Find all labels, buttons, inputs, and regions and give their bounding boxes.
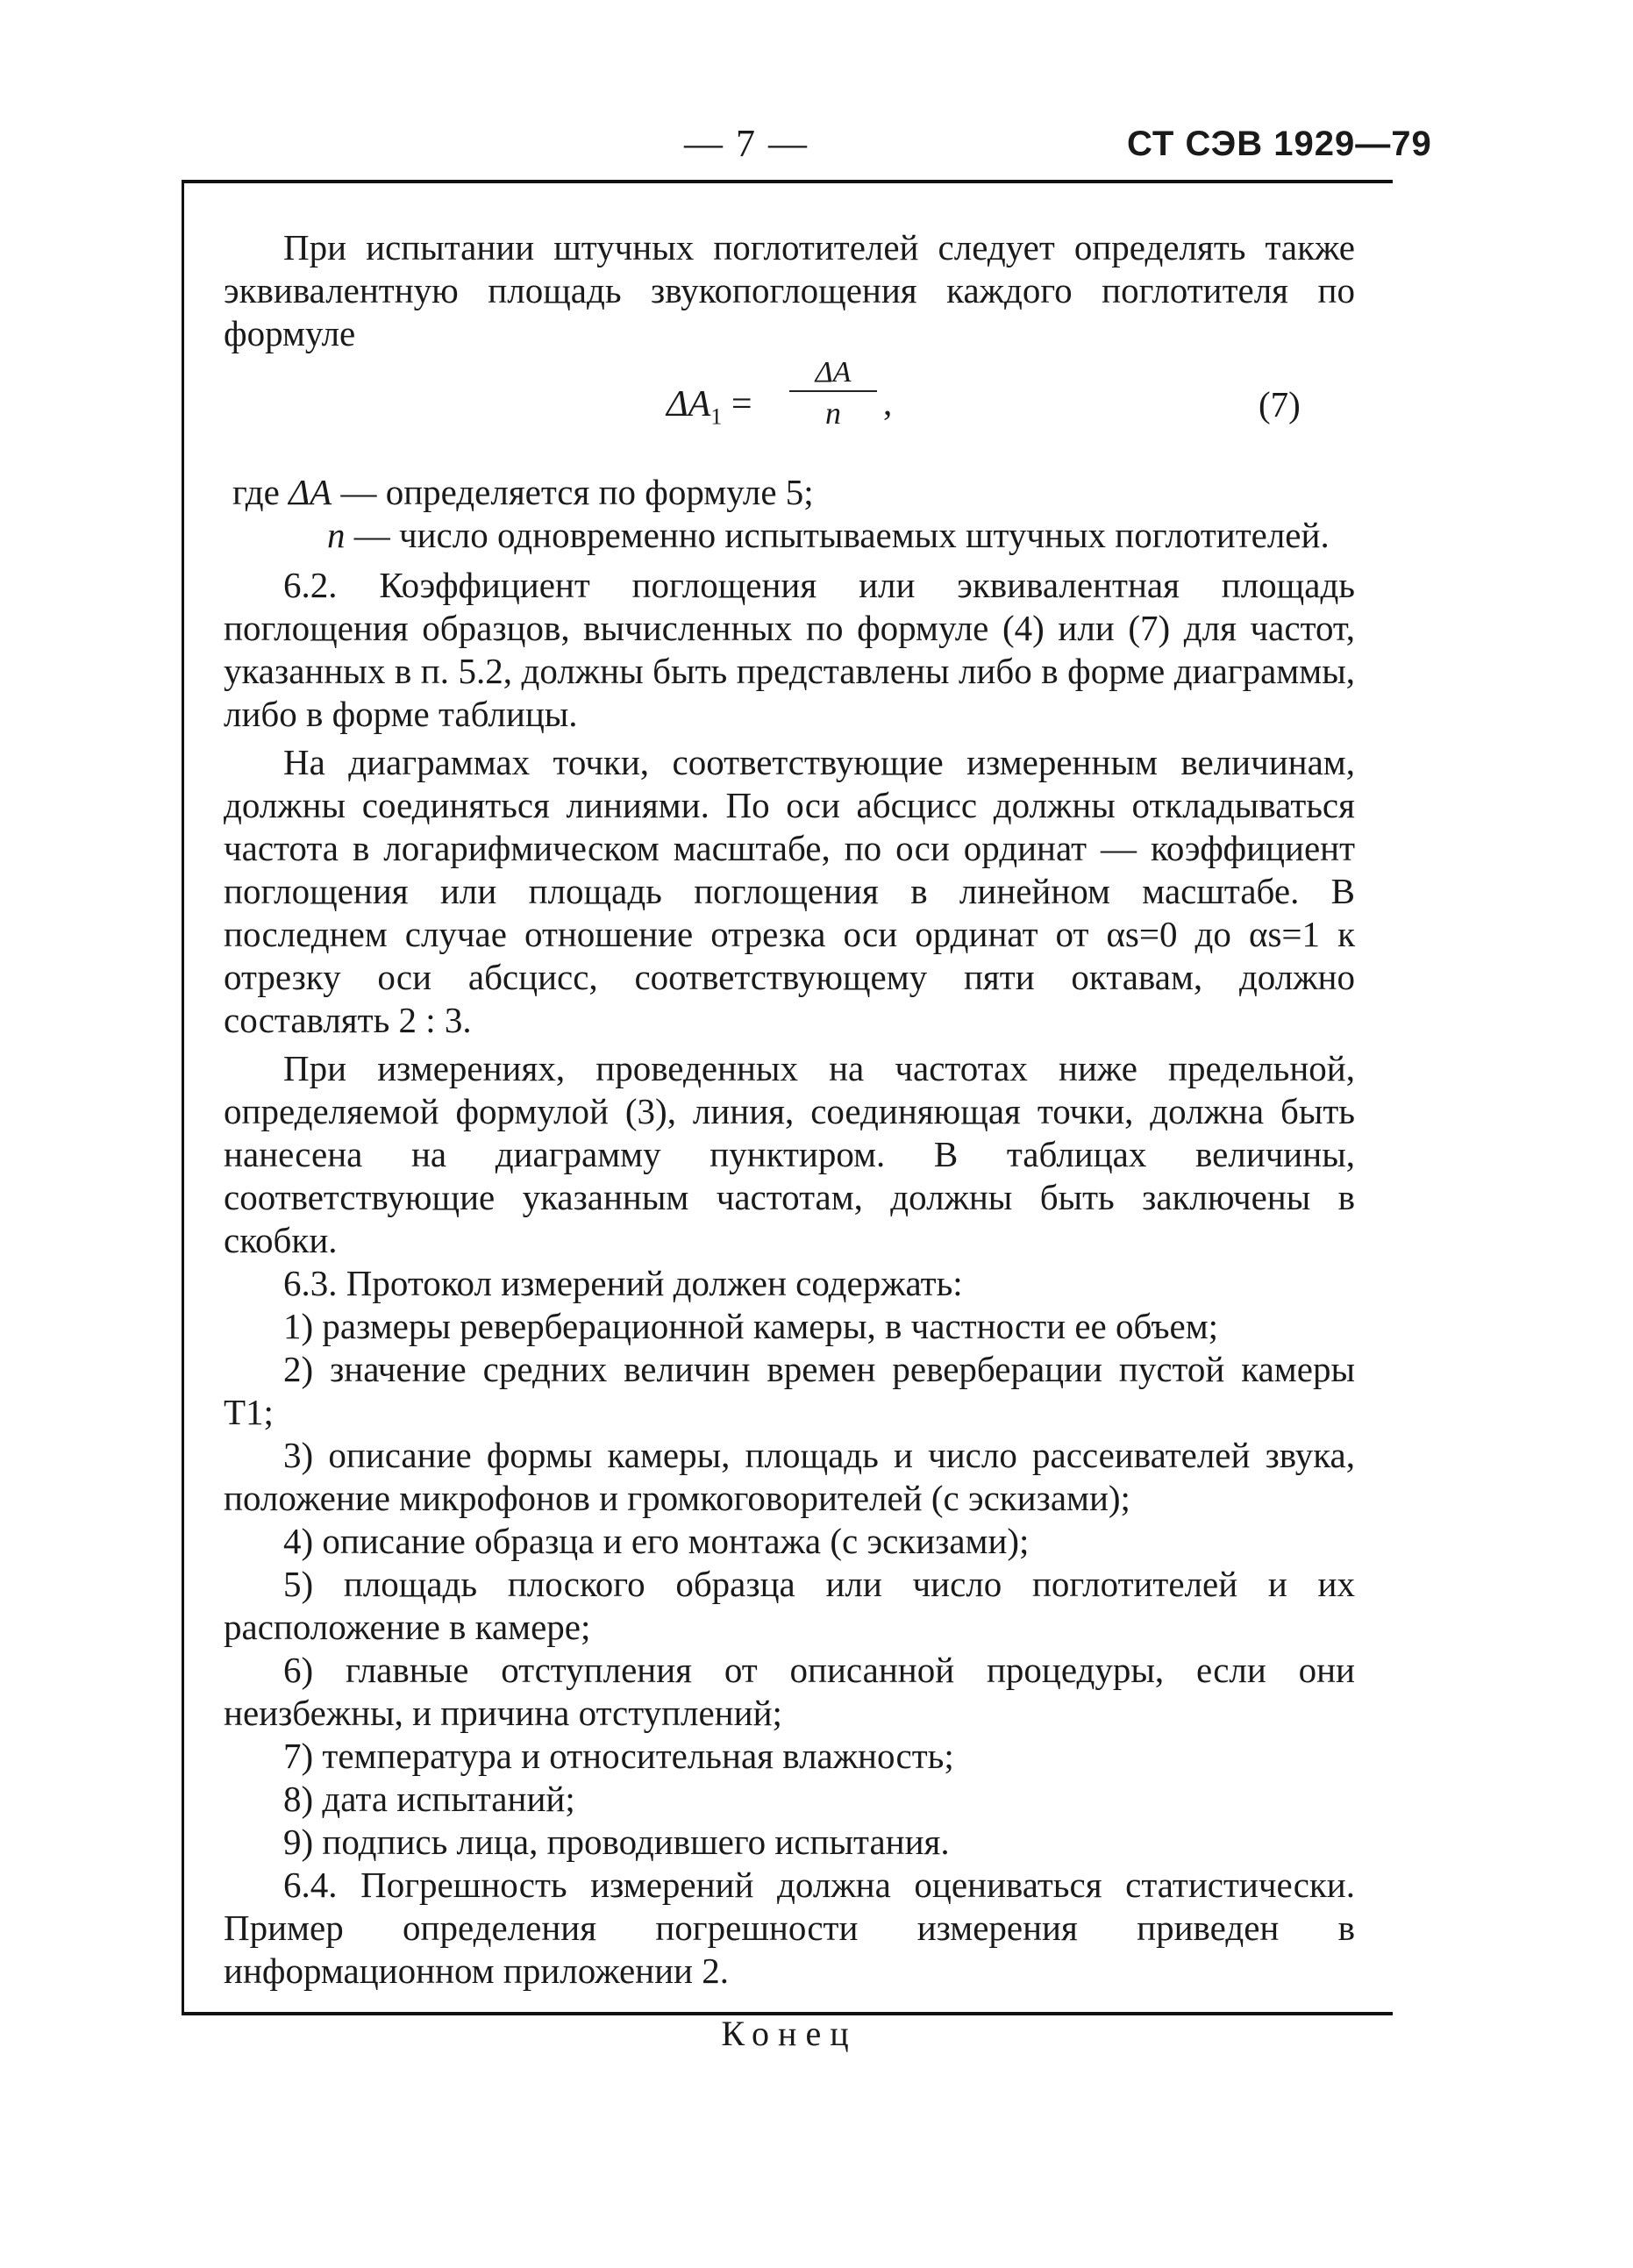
paragraph-diagrams: На диаграммах точки, соответствующие измеренным величинам, должны соединяться линиями. По оси абсцисс должны откладываться частота в логарифмическом масштабе, по оси ординат — коэффициент поглощения или площадь поглощения в линейном масштабе. В последнем случае отношение отрезка оси ординат от αs=0 до αs=1 к отрезку оси абсцисс, соответствующему пяти октавам, должно составлять 2 : 3.	[224, 742, 1355, 1040]
formula-7	[224, 355, 1355, 471]
section-6-4: 6.4. Погрешность измерений должна оцениваться статистически. Пример определения погрешности измерения приведен в информационном приложении 2.	[224, 1865, 1355, 1991]
list-item: 5) площадь плоского образца или число поглотителей и их расположение в камере;	[224, 1564, 1355, 1647]
end-marker: Конец	[721, 2014, 858, 2053]
list-item: 4) описание образца и его монтажа (с эскизами);	[283, 1521, 1030, 1561]
list-item: 9) подпись лица, проводившего испытания.	[283, 1822, 950, 1862]
list-item: 8) дата испытаний;	[283, 1779, 575, 1819]
formula-lhs: $\Delta A_1$ =	[667, 384, 752, 430]
document-body	[224, 226, 1355, 2055]
formula-numerator: ΔA	[789, 355, 877, 392]
list-item: 1) размеры реверберационной камеры, в частности ее объем;	[283, 1306, 1219, 1346]
list-item: 6) главные отступления от описанной процедуры, если они неизбежны, и причина отступлений;	[224, 1650, 1355, 1733]
list-item: 7) температура и относительная влажность;	[283, 1736, 954, 1776]
where-n: n — число одновременно испытываемых штучных поглотителей.	[327, 515, 1330, 555]
paragraph-measurements: При измерениях, проведенных на частотах ниже предельной, определяемой формулой (3), линия, соединяющая точки, должна быть нанесена на диаграмму пунктиром. В таблицах величины, соответствующие указанным частотам, должны быть заключены в скобки.	[224, 1048, 1355, 1260]
list-item: 2) значение средних величин времен реверберации пустой камеры T1;	[224, 1349, 1355, 1432]
page-number: — 7 —	[684, 122, 809, 165]
formula-comma: ,	[883, 382, 893, 423]
list-item: 3) описание формы камеры, площадь и число рассеивателей звука, положение микрофонов и громкоговорителей (с эскизами);	[224, 1435, 1355, 1518]
formula-fraction	[789, 355, 877, 434]
formula-denominator: n	[825, 396, 841, 431]
paragraph-intro: При испытании штучных поглотителей следует определять также эквивалентную площадь звукопоглощения каждого поглотителя по формуле	[224, 227, 1355, 353]
standard-designation: СТ СЭВ 1929—79	[1127, 125, 1432, 163]
formula-number: (7)	[1259, 384, 1301, 424]
where-delta-a: где ΔA — определяется по формуле 5;	[232, 472, 814, 512]
section-6-2: 6.2. Коэффициент поглощения или эквивалентная площадь поглощения образцов, вычисленных по формуле (4) или (7) для частот, указанных в п. 5.2, должны быть представлены либо в форме диаграммы, либо в форме таблицы.	[224, 565, 1355, 734]
section-6-3: 6.3. Протокол измерений должен содержать:	[283, 1263, 963, 1303]
